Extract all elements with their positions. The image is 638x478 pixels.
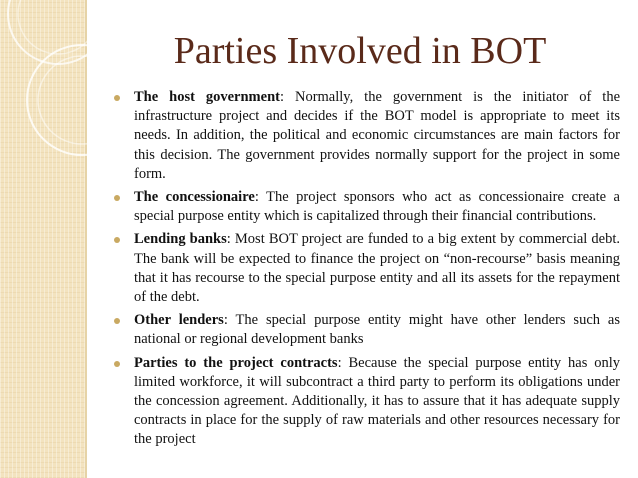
bullet-dot-icon: [114, 195, 120, 201]
bullet-text: : The project sponsors who act as concessionaire create a special purpose entity which is capitalized through their financial contributions.: [134, 189, 620, 225]
bullet-item-lending-banks: [108, 230, 620, 307]
bullet-term: The concessionaire: [134, 189, 255, 206]
bullet-item-project-contracts: [108, 354, 620, 450]
slide-title: Parties Involved in BOT: [173, 30, 547, 72]
bullet-item-concessionaire: [108, 188, 620, 226]
bullet-item-host-government: [108, 88, 620, 184]
bullet-list: [108, 88, 620, 454]
bullet-dot-icon: [114, 318, 120, 324]
bullet-term: The host government: [134, 89, 280, 105]
bullet-dot-icon: [114, 361, 120, 367]
bullet-text: : Most BOT project are funded to a big extent by commercial debt. The bank will be expected to finance the project on “non-recourse” basis meaning that it has recourse to the special purpose entity and all its assets for the repayment of the debt.: [134, 231, 621, 306]
bullet-text: : Normally, the government is the initiator of the infrastructure project and decides if the BOT model is appropriate to meet its needs. In addition, the political and economic circumstances are main factors for this decision. The government provides normally support for the project in some form.: [134, 89, 621, 182]
bullet-term: Other lenders: [134, 312, 224, 329]
bullet-item-other-lenders: [108, 311, 620, 349]
bullet-term: Parties to the project contracts: [134, 354, 338, 371]
bullet-text: : Because the special purpose entity has only limited workforce, it will subcontract a third party to perform its obligations under the concession agreement. Additionally, it has to assure that it has adequate supply contracts in place for the supply of raw materials and other resources necessary for the project: [134, 354, 621, 448]
bullet-dot-icon: [114, 95, 120, 101]
bullet-text: : The special purpose entity might have other lenders such as national or regional development banks: [134, 312, 620, 348]
bullet-term: Lending banks: [134, 231, 227, 248]
bullet-dot-icon: [114, 237, 120, 243]
